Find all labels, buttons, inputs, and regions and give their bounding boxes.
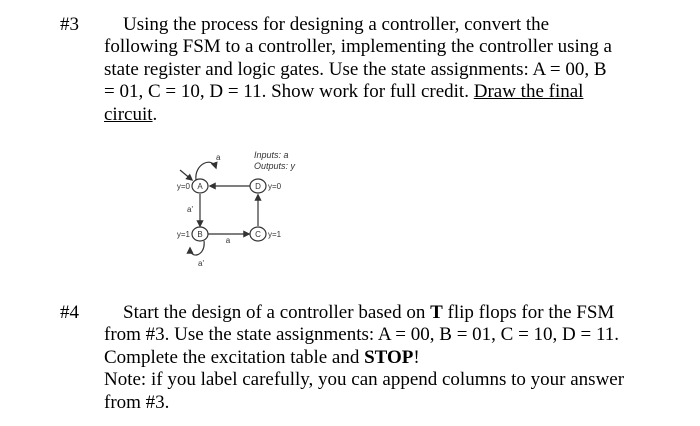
q4-line-3-start: Complete the excitation table and [104,346,365,368]
b-self-loop-label: a' [198,259,204,268]
b-to-c-label: a [225,236,231,245]
inputs-label: Inputs: a [254,150,289,160]
q3-line-1: Using the process for designing a controller, convert the [123,14,550,35]
t-flip-flop-bold: T [430,302,443,323]
q3-line-4-text: = 01, C = 10, D = 11. Show work for full credit. [104,81,469,103]
circuit-text: circuit [104,103,153,125]
stop-bold: STOP [364,346,414,368]
q3-line-2: following FSM to a controller, implementing the controller using a [104,36,612,58]
question-4-text [104,302,624,414]
q3-line-4 [104,81,612,103]
question-3-number: #3 [60,14,79,35]
state-d-output: y=0 [268,182,282,191]
q3-line-5 [104,104,612,126]
draw-final-text: Draw the final [473,81,584,103]
a-to-b-label: a' [187,205,193,214]
fsm-diagram [160,142,320,272]
question-4-number: #4 [60,302,79,323]
q4-line-3 [104,347,624,369]
q3-line-3: state register and logic gates. Use the state assignments: A = 00, B [104,58,607,80]
q4-line-1-end: flip flops for the FSM [442,302,615,323]
q4-line-2: from #3. Use the state assignments: A = 00, B = 01, C = 10, D = 11. [104,324,620,346]
q4-line-5: from #3. [104,391,170,413]
state-a-label: A [197,182,203,191]
state-a-output: y=0 [176,182,190,191]
q4-line-1-start: Start the design of a controller based on [123,302,431,323]
state-b-label: B [197,230,203,239]
a-self-loop-label: a [216,153,221,162]
q4-line-3-end: ! [413,346,420,368]
initial-arrow [180,170,192,180]
question-3-text [104,14,612,126]
b-self-loop [190,241,204,255]
a-self-loop [196,162,216,180]
state-c-label: C [255,230,261,239]
q4-line-4: Note: if you label carefully, you can append columns to your answer [104,369,625,391]
state-d-label: D [255,182,261,191]
outputs-label: Outputs: y [254,161,296,171]
state-b-output: y=1 [176,230,190,239]
q3-period: . [152,103,158,125]
state-c-output: y=1 [268,230,282,239]
q4-line-1 [104,302,624,324]
